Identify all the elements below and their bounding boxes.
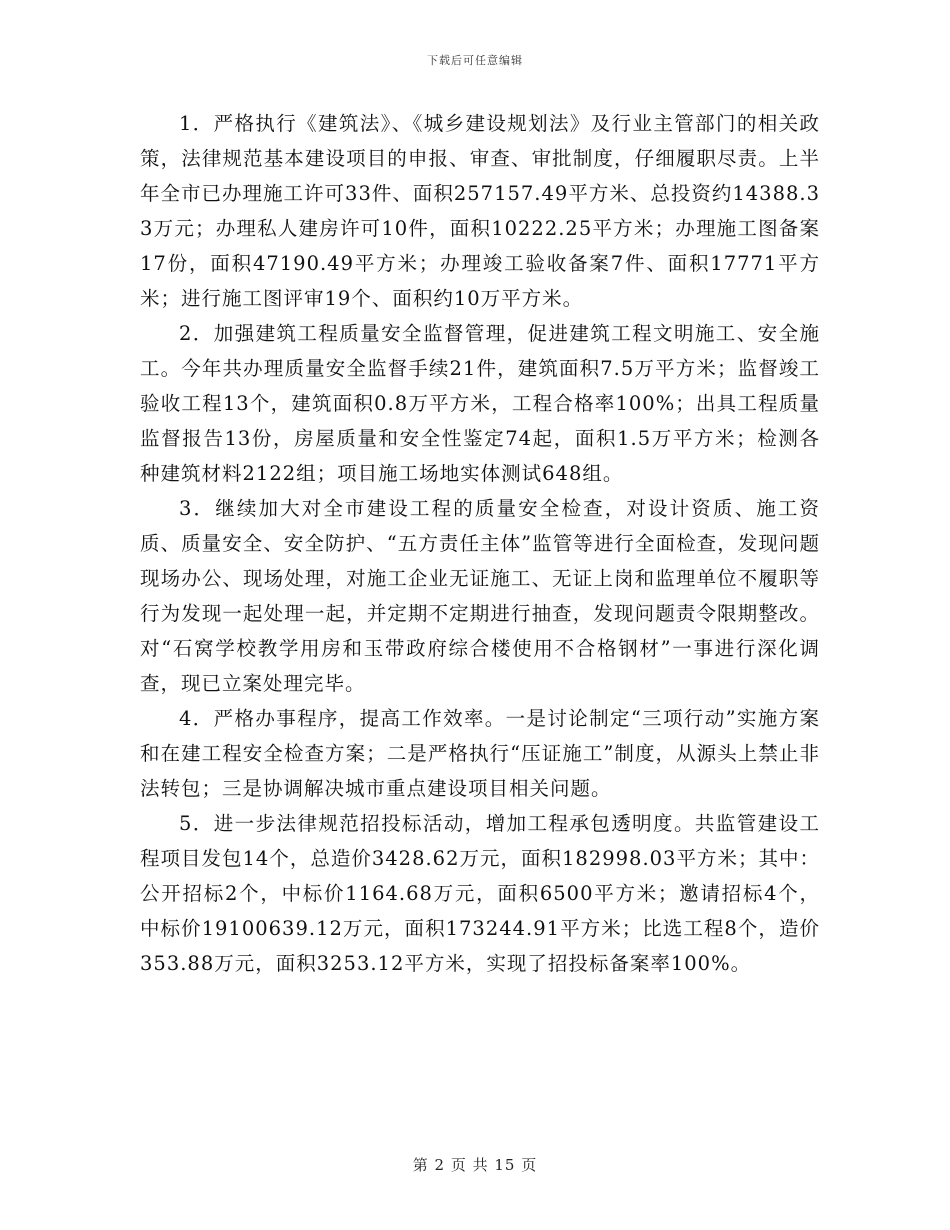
paragraph-5: 5．进一步法律规范招投标活动，增加工程承包透明度。共监管建设工程项目发包14个，总造价3428.62万元，面积182998.03平方米；其中：公开招标2个，中标价1164.68万元，面积6500平方米；邀请招标4个，中标价19100639.12万元，面积173244.91平方米；比选工程8个，造价353.88万元，面积3253.12平方米，实现了招投标备案率100%。	[140, 812, 820, 975]
paragraph-3: 3．继续加大对全市建设工程的质量安全检查，对设计资质、施工资质、质量安全、安全防护、“五方责任主体”监管等进行全面检查，发现问题现场办公、现场处理，对施工企业无证施工、无证上岗和监理单位不履职等行为发现一起处理一起，并定期不定期进行抽查，发现问题责令限期整改。对“石窝学校教学用房和玉带政府综合楼使用不合格钢材”一事进行深化调查，现已立案处理完毕。	[140, 497, 820, 695]
page-header: 下载后可任意编辑	[427, 54, 523, 67]
paragraph-2: 2．加强建筑工程质量安全监督管理，促进建筑工程文明施工、安全施工。今年共办理质量安全监督手续21件，建筑面积7.5万平方米；监督竣工验收工程13个，建筑面积0.8万平方米，工程合格率100%；出具工程质量监督报告13份，房屋质量和安全性鉴定74起，面积1.5万平方米；检测各种建筑材料2122组；项目施工场地实体测试648组。	[140, 322, 820, 485]
page-footer: 第 2 页 共 15 页	[412, 1156, 538, 1174]
document-body	[140, 106, 820, 981]
paragraph-1: 1．严格执行《建筑法》、《城乡建设规划法》及行业主管部门的相关政策，法律规范基本建设项目的申报、审查、审批制度，仔细履职尽责。上半年全市已办理施工许可33件、面积257157.49平方米、总投资约14388.33万元；办理私人建房许可10件，面积10222.25平方米；办理施工图备案17份，面积47190.49平方米；办理竣工验收备案7件、面积17771平方米；进行施工图评审19个、面积约10万平方米。	[140, 112, 820, 310]
paragraph-4: 4．严格办事程序，提高工作效率。一是讨论制定“三项行动”实施方案和在建工程安全检查方案；二是严格执行“压证施工”制度，从源头上禁止非法转包；三是协调解决城市重点建设项目相关问题。	[140, 707, 820, 800]
